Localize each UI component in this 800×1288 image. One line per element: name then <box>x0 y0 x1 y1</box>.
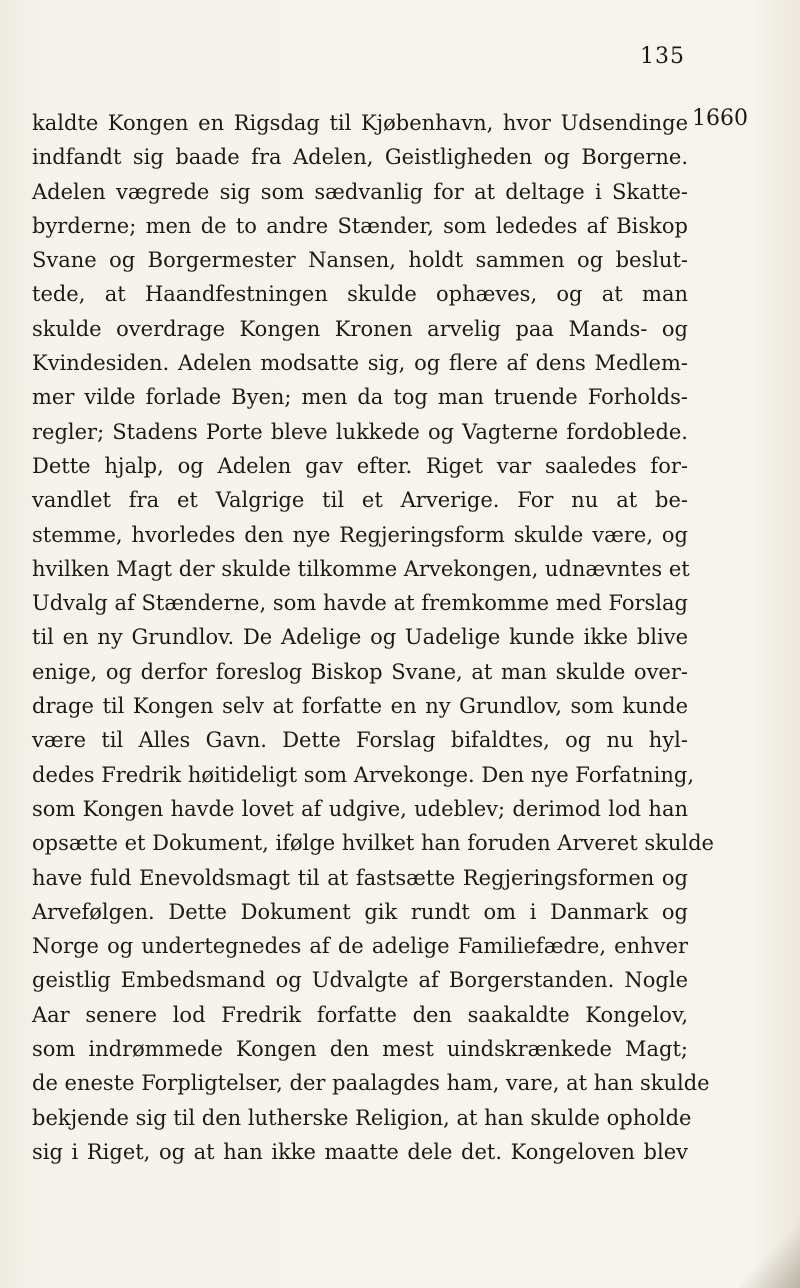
text-line: enige, og derfor foreslog Biskop Svane, at man skulde over- <box>32 659 688 684</box>
text-line: Udvalg af Stænderne, som havde at fremkomme med Forslag <box>32 591 688 616</box>
text-line: Norge og undertegnedes af de adelige Familiefædre, enhver <box>32 934 688 959</box>
text-line: som Kongen havde lovet af udgive, udeblev; derimod lod han <box>32 796 688 821</box>
text-line: tede, at Haandfestningen skulde ophæves, og at man <box>32 282 688 307</box>
text-line: geistlig Embedsmand og Udvalgte af Borgerstanden. Nogle <box>32 968 688 993</box>
page-corner-shadow <box>740 1198 800 1288</box>
text-line: dedes Fredrik høitideligt som Arvekonge. Den nye Forfatning, <box>32 762 695 787</box>
text-line: mer vilde forlade Byen; men da tog man truende Forholds- <box>32 385 688 410</box>
text-line: byrderne; men de to andre Stænder, som lededes af Biskop <box>32 213 688 238</box>
text-line: stemme, hvorledes den nye Regjeringsform skulde være, og <box>32 522 688 547</box>
text-line: Adelen vægrede sig som sædvanlig for at deltage i Skatte- <box>32 179 688 204</box>
text-line: til en ny Grundlov. De Adelige og Uadelige kunde ikke blive <box>32 625 688 650</box>
margin-year-note: 1660 <box>692 106 748 131</box>
body-text <box>32 106 714 1169</box>
text-line: Kvindesiden. Adelen modsatte sig, og flere af dens Medlem- <box>32 351 688 376</box>
page-number: 135 <box>640 44 685 69</box>
text-line: sig i Riget, og at han ikke maatte dele det. Kongeloven blev <box>32 1139 688 1164</box>
text-line: opsætte et Dokument, ifølge hvilket han foruden Arveret skulde <box>32 831 714 856</box>
text-line: som indrømmede Kongen den mest uindskrænkede Magt; <box>32 1037 688 1062</box>
text-line: de eneste Forpligtelser, der paalagdes ham, vare, at han skulde <box>32 1071 710 1096</box>
text-line: skulde overdrage Kongen Kronen arvelig paa Mands- og <box>32 316 688 341</box>
text-line: have fuld Enevoldsmagt til at fastsætte Regjeringsformen og <box>32 865 688 890</box>
text-line: vandlet fra et Valgrige til et Arverige. For nu at be- <box>32 488 688 513</box>
text-line: hvilken Magt der skulde tilkomme Arvekongen, udnævntes et <box>32 556 690 581</box>
text-line: være til Alles Gavn. Dette Forslag bifaldtes, og nu hyl- <box>32 728 688 753</box>
text-line: kaldte Kongen en Rigsdag til Kjøbenhavn, hvor Udsendinge <box>32 111 688 135</box>
text-line: bekjende sig til den lutherske Religion, at han skulde opholde <box>32 1105 692 1130</box>
text-line: Aar senere lod Fredrik forfatte den saakaldte Kongelov, <box>32 1002 688 1027</box>
text-line: Dette hjalp, og Adelen gav efter. Riget var saaledes for- <box>32 453 688 478</box>
text-line: Arvefølgen. Dette Dokument gik rundt om i Danmark og <box>32 899 688 924</box>
text-line: Svane og Borgermester Nansen, holdt sammen og beslut- <box>32 248 688 273</box>
text-line: indfandt sig baade fra Adelen, Geistligheden og Borgerne. <box>32 145 688 170</box>
text-line: drage til Kongen selv at forfatte en ny Grundlov, som kunde <box>32 694 688 719</box>
text-line: regler; Stadens Porte bleve lukkede og Vagterne fordoblede. <box>32 419 688 444</box>
